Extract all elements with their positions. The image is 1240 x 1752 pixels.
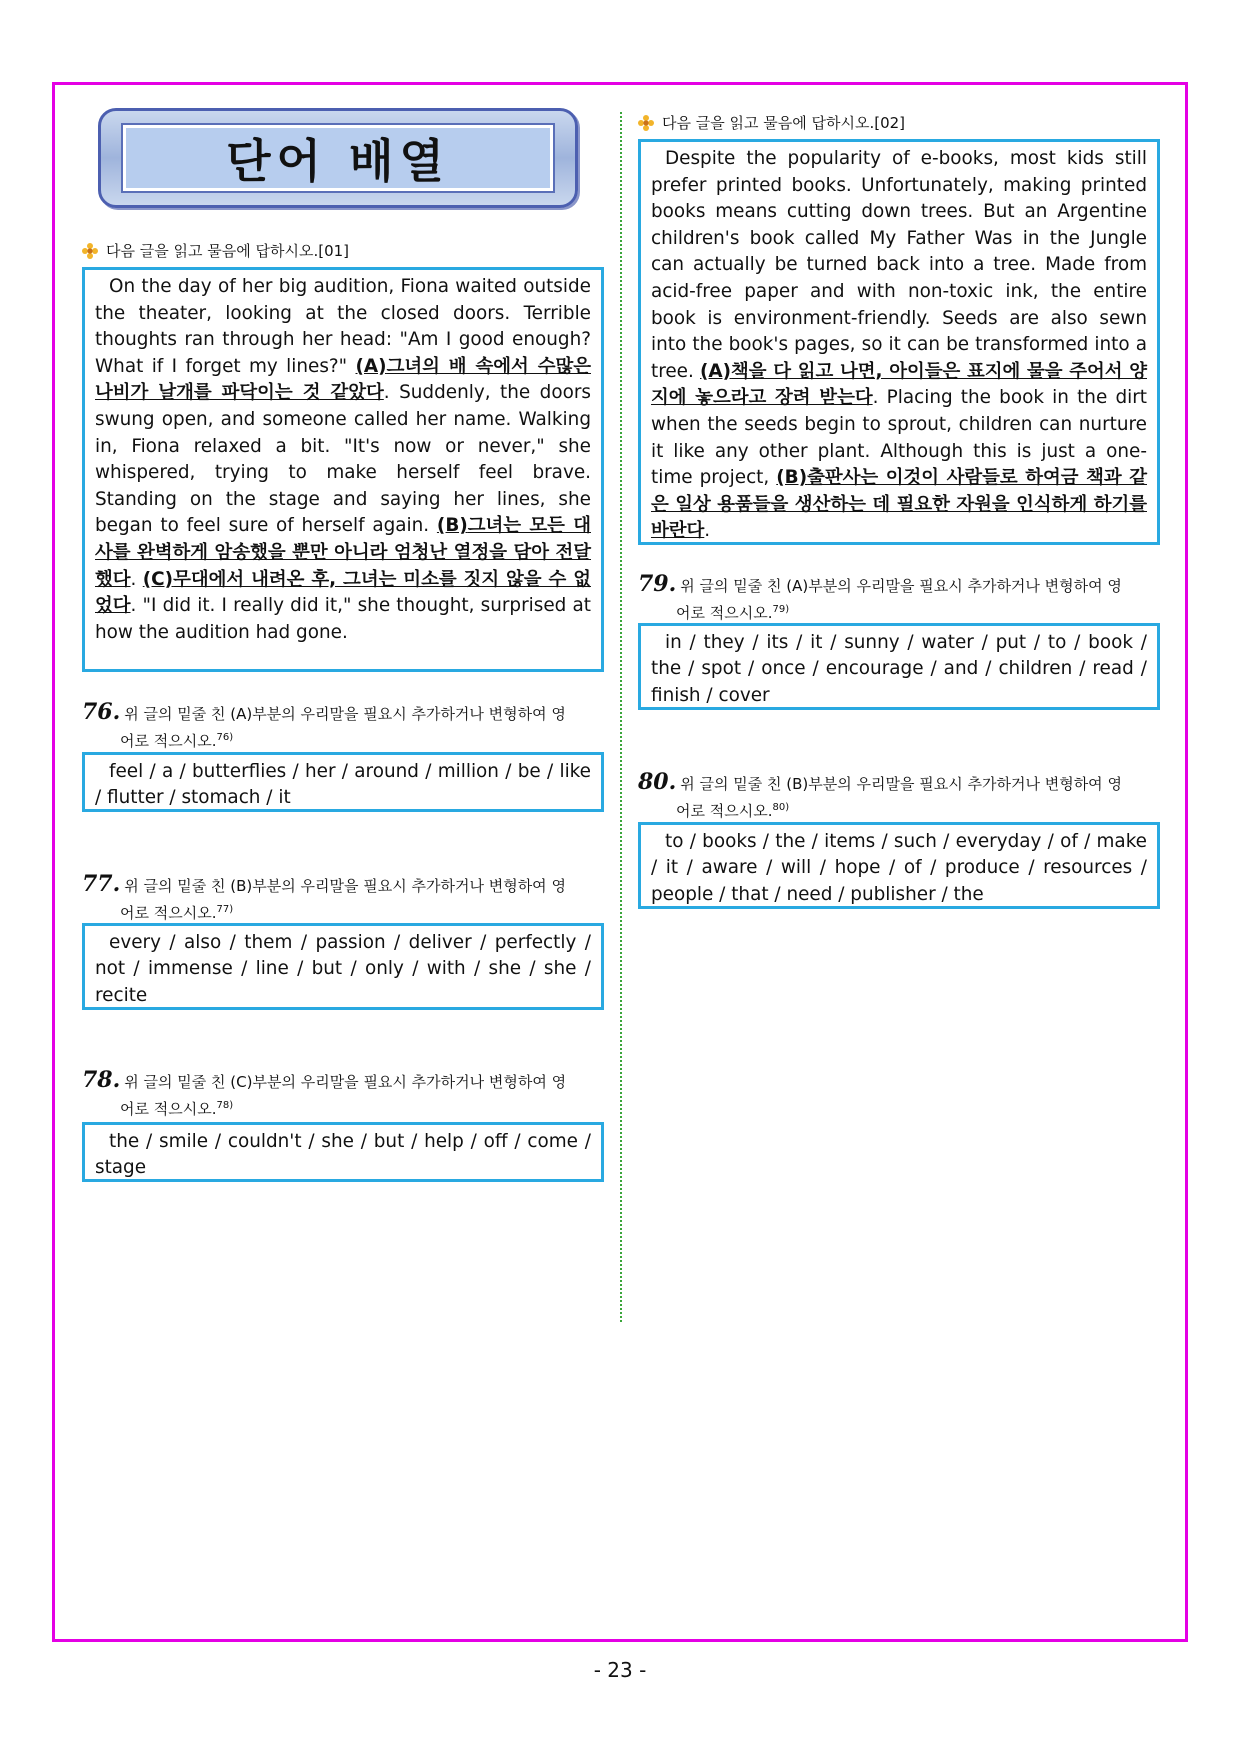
underlined-a: 그녀의 배 속에서 수많은 나비가 날개를 파닥이는 것 같았다 [95,355,591,404]
marker-a: (A) [355,355,387,377]
passage-text: . [704,520,711,542]
question-text-line2: 어로 적으시오. [120,904,217,922]
footnote-ref: 79) [772,604,790,615]
passage-02 [638,139,1160,545]
passage-text: . Placing the book in the dirt when the seeds begin to sprout, children can nurture it like any other plant. Although this is just a one-time project, [651,387,1147,489]
answer-box-77 [82,923,604,1010]
question-number: 77. [82,871,121,897]
question-78 [82,1068,604,1121]
question-text: 위 글의 밑줄 친 (A)부분의 우리말을 필요시 추가하거나 변형하여 영 [124,705,566,723]
marker-c: (C) [142,568,174,590]
passage-text: . [130,568,143,590]
answer-box-79 [638,623,1160,710]
page-number: - 23 - [593,1658,647,1682]
column-divider [620,112,622,1322]
underlined-b: 그녀는 모든 대사를 완벽하게 암송했을 뿐만 아니라 엄청난 열정을 담아 전달했다 [95,515,591,590]
flower-icon [82,243,98,259]
word-list: the / smile / couldn't / she / but / help / off / come / stage [95,1131,591,1179]
title-banner-inner [123,125,553,191]
marker-b: (B) [776,467,808,489]
marker-b: (B) [436,515,468,537]
word-list: every / also / them / passion / deliver / perfectly / not / immense / line / but / only / with / she / she / recite [95,932,591,1006]
word-list: in / they / its / it / sunny / water / put / to / book / the / spot / once / encourage / and / children / read / finish / cover [651,632,1147,706]
question-text-line2: 어로 적으시오. [676,802,773,820]
question-80 [638,770,1160,823]
underlined-c: 무대에서 내려온 후, 그녀는 미소를 짓지 않을 수 없었다 [95,568,591,617]
question-number: 79. [638,571,677,597]
marker-a: (A) [700,360,732,382]
question-text: 위 글의 밑줄 친 (A)부분의 우리말을 필요시 추가하거나 변형하여 영 [680,577,1122,595]
question-text: 위 글의 밑줄 친 (B)부분의 우리말을 필요시 추가하거나 변형하여 영 [680,775,1122,793]
footnote-ref: 76) [216,732,234,743]
question-79 [638,572,1160,625]
passage-text: . "I did it. I really did it," she thought, surprised at how the audition had gone. [95,595,591,643]
underlined-a: 책을 다 읽고 나면, 아이들은 표지에 물을 주어서 양지에 놓으라고 장려 받는다 [651,360,1147,409]
passage-text: On the day of her big audition, Fiona waited outside the theater, looking at the closed doors. Terrible thoughts ran through her head: "Am I good enough? What if I forget my lines?" [95,276,591,377]
underlined-b: 출판사는 이것이 사람들로 하여금 책과 같은 일상 용품들을 생산하는 데 필요한 자원을 인식하게 하기를 바란다 [651,467,1147,542]
page-title: 단어 배열 [226,134,450,188]
instruction-text: 다음 글을 읽고 물음에 답하시오.[02] [662,114,906,132]
footnote-ref: 80) [772,802,790,813]
question-text-line2: 어로 적으시오. [120,1100,217,1118]
flower-icon [638,115,654,131]
word-list: feel / a / butterflies / her / around / million / be / like / flutter / stomach / it [95,761,591,809]
answer-box-80 [638,822,1160,909]
question-number: 80. [638,769,677,795]
question-text: 위 글의 밑줄 친 (B)부분의 우리말을 필요시 추가하거나 변형하여 영 [124,877,566,895]
question-text-line2: 어로 적으시오. [120,732,217,750]
title-banner [98,108,578,208]
question-76 [82,700,604,753]
word-list: to / books / the / items / such / everyday / of / make / it / aware / will / hope / of / produce / resources / people / that / need / publisher / the [651,831,1147,905]
passage-01 [82,267,604,672]
passage-text: Despite the popularity of e-books, most kids still prefer printed books. Unfortunately, making printed books means cutting down trees. But an Argentine children's book called My Father Was in the Jungle can actually be turned back into a tree. Made from acid-free paper and with non-toxic ink, the entire book is environment-friendly. Seeds are also sewn into the book's pages, so it can be transformed into a tree. [651,148,1147,382]
instruction-01 [82,240,349,261]
question-number: 76. [82,699,121,725]
footnote-ref: 77) [216,904,234,915]
question-number: 78. [82,1067,121,1093]
footnote-ref: 78) [216,1100,234,1111]
question-text-line2: 어로 적으시오. [676,604,773,622]
question-77 [82,872,604,925]
instruction-02 [638,112,905,133]
instruction-text: 다음 글을 읽고 물음에 답하시오.[01] [106,242,350,260]
answer-box-76 [82,752,604,812]
answer-box-78 [82,1122,604,1182]
passage-text: . Suddenly, the doors swung open, and someone called her name. Walking in, Fiona relaxed a bit. "It's now or never," she whispered, trying to make herself feel brave. Standing on the stage and saying her lines, she began to feel sure of herself again. [95,382,591,537]
question-text: 위 글의 밑줄 친 (C)부분의 우리말을 필요시 추가하거나 변형하여 영 [124,1073,567,1091]
